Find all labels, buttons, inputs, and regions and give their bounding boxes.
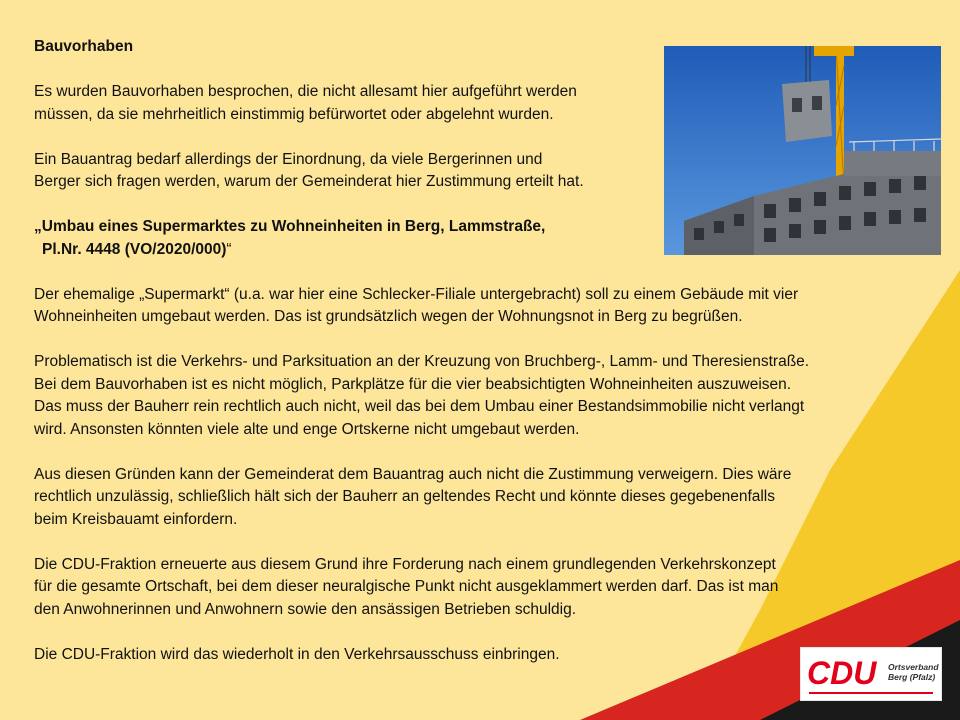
cdu-logo-text: CDU [807, 655, 877, 691]
cdu-logo-org [888, 662, 939, 682]
text-line: Pl.Nr. 4448 (VO/2020/000)“ [42, 240, 232, 258]
text-line: Problematisch ist die Verkehrs- und Parksituation an der Kreuzung von Bruchberg-, Lamm- und Theresienstraße. [34, 353, 810, 370]
paragraph-conclusion: Die CDU-Fraktion wird das wiederholt in den Verkehrsausschuss einbringen. [34, 645, 560, 663]
text-line: Das muss der Bauherr rein rechtlich auch nicht, weil das bei dem Umbau einer Bestandsimmobilie nicht verlangt [34, 398, 805, 415]
cdu-logo-org-line2: Berg (Pfalz) [888, 672, 936, 682]
paragraph-traffic [34, 351, 914, 441]
cdu-logo [800, 647, 942, 701]
text-line: Wohneinheiten umgebaut werden. Das ist grundsätzlich wegen der Wohnungsnot in Berg zu begrüßen. [34, 308, 743, 325]
text-line: den Anwohnerinnen und Anwohnern sowie den ansässigen Betrieben schuldig. [34, 600, 577, 618]
paragraph-legal [34, 464, 914, 532]
text-line: beim Kreisbauamt einfordern. [34, 510, 238, 528]
text-line: Berger sich fragen werden, warum der Gemeinderat hier Zustimmung erteilt hat. [34, 173, 584, 190]
text-line: rechtlich unzulässig, schließlich hält sich der Bauherr an geltendes Recht und könnte dieses gegebenenfalls [34, 488, 776, 505]
cdu-logo-underline [809, 692, 933, 694]
text-line: Es wurden Bauvorhaben besprochen, die nicht allesamt hier aufgeführt werden [34, 83, 577, 100]
construction-photo-image [664, 46, 941, 255]
paragraph-demand [34, 554, 914, 622]
text-line: für die gesamte Ortschaft, bei dem dieser neuralgische Punkt nicht ausgeklammert werden darf. Das ist man [34, 578, 779, 595]
text-line: „Umbau eines Supermarktes zu Wohneinheiten in Berg, Lammstraße, [34, 218, 546, 235]
text-line: müssen, da sie mehrheitlich einstimmig befürwortet oder abgelehnt wurden. [34, 105, 554, 123]
text-line: Der ehemalige „Supermarkt“ (u.a. war hier eine Schlecker-Filiale untergebracht) soll zu einem Gebäude mit vier [34, 285, 799, 303]
text-line: Bei dem Bauvorhaben ist es nicht möglich, Parkplätze für die vier beabsichtigten Wohneinheiten auszuweisen. [34, 375, 792, 393]
text-line: Die CDU-Fraktion erneuerte aus diesem Grund ihre Forderung nach einem grundlegenden Verkehrskonzept [34, 555, 776, 573]
paragraph-supermarket [34, 284, 914, 329]
cdu-logo-org-line1: Ortsverband [888, 662, 939, 672]
construction-site-photo [664, 46, 941, 255]
text-line: Aus diesen Gründen kann der Gemeinderat dem Bauantrag auch nicht die Zustimmung verweigern. Dies wäre [34, 465, 792, 483]
text-line: wird. Ansonsten könnten viele alte und enge Ortskerne nicht umgebaut werden. [34, 420, 580, 438]
heading: Bauvorhaben [34, 38, 134, 55]
text-line: Ein Bauantrag bedarf allerdings der Einordnung, da viele Bergerinnen und [34, 150, 543, 168]
